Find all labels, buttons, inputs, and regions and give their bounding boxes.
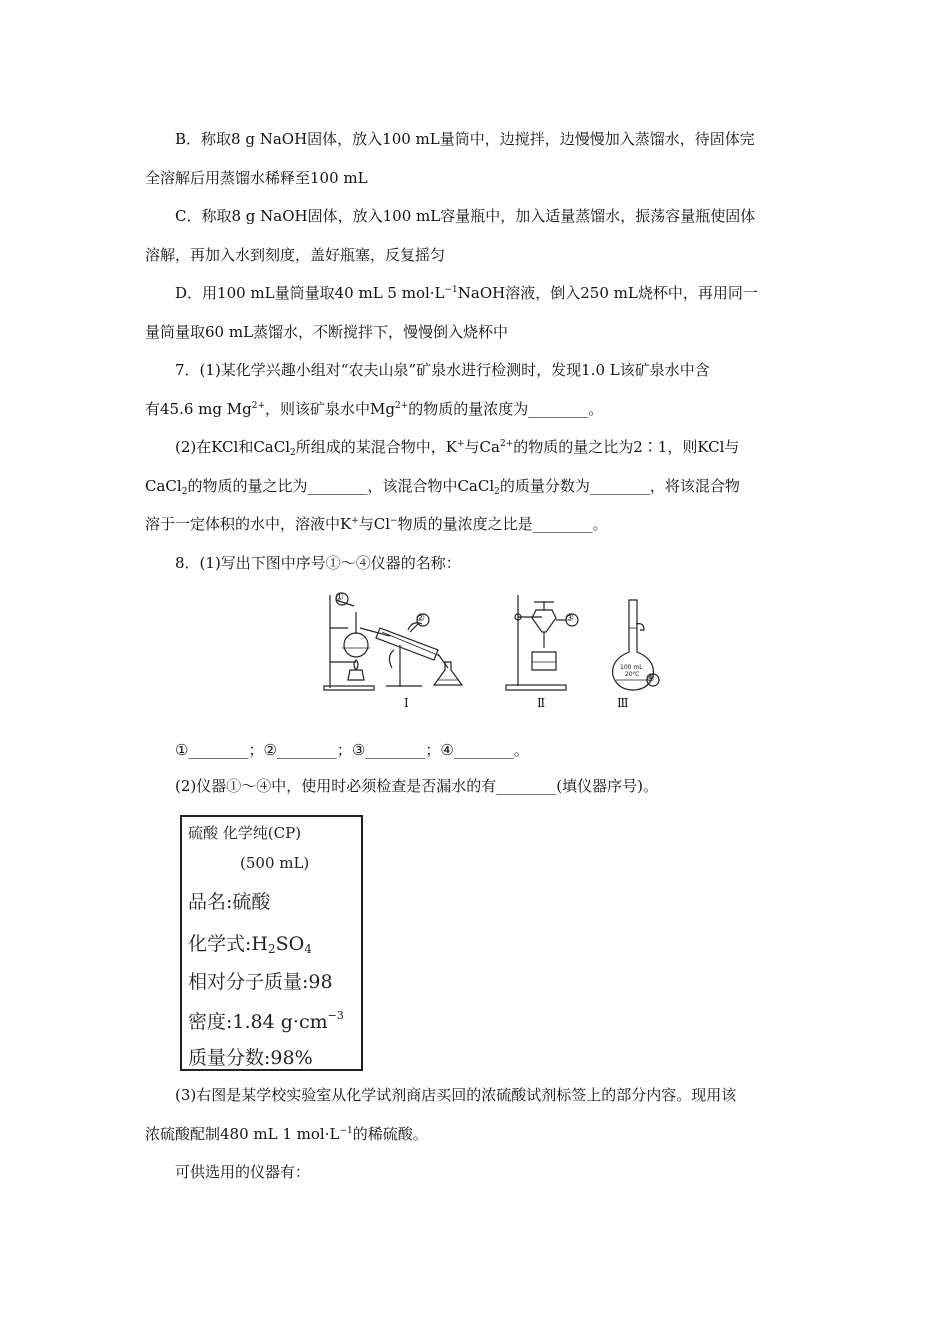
mark-4: ④ bbox=[646, 673, 655, 684]
reagent-label-header: 硫酸 化学纯(CP) bbox=[188, 824, 302, 842]
q8-instruments-heading: 可供选用的仪器有： bbox=[175, 1163, 311, 1181]
q8-part-3-line-2: 浓硫酸配制480 mL 1 $mol\cdot L^{-1}$的稀硫酸。 bbox=[145, 1125, 428, 1143]
reagent-label-name: 品名:硫酸 bbox=[188, 891, 271, 913]
caption-setup-1: Ⅰ bbox=[404, 696, 409, 710]
q7-line-5: 溶于一定体积的水中，溶液中K+与Cl−物质的量浓度之比是________。 bbox=[145, 515, 608, 533]
mark-3: ③ bbox=[565, 613, 574, 624]
flask-temperature-text: 20℃ bbox=[625, 671, 640, 678]
option-b-line-2: 全溶解后用蒸馏水稀释至100 mL bbox=[145, 169, 368, 187]
caption-setup-3: Ⅲ bbox=[617, 696, 629, 710]
reagent-label-volume: (500 mL) bbox=[240, 854, 310, 872]
apparatus-drawing bbox=[320, 590, 665, 715]
q8-part-2: (2)仪器①～④中，使用时必须检查是否漏水的有________(填仪器序号)。 bbox=[175, 777, 658, 795]
reagent-label-formula: 化学式$:H_2SO_4$ bbox=[188, 933, 312, 956]
caption-setup-2: Ⅱ bbox=[537, 696, 546, 710]
apparatus-figure bbox=[320, 590, 665, 715]
q7-line-2: 有45.6 mg $Mg^{2+}$，则该矿泉水中$Mg^{2+}$的物质的量浓度为________。 bbox=[145, 400, 604, 418]
option-c-line-2: 溶解，再加入水到刻度，盖好瓶塞，反复摇匀 bbox=[145, 246, 446, 264]
q7-line-1: 7．(1)某化学兴趣小组对“农夫山泉”矿泉水进行检测时，发现1.0 L该矿泉水中含 bbox=[175, 361, 710, 379]
mark-2: ② bbox=[416, 613, 425, 624]
q7-line-3: (2)在KCl和CaCl$_2$所组成的某混合物中，K+与$Ca^{2+}$的物质的量之比为2∶1，则KCl与 bbox=[175, 438, 740, 458]
reagent-label-molar-mass: 相对分子质量:98 bbox=[188, 971, 333, 993]
option-b-line-1: B．称取8 g NaOH固体，放入100 mL量筒中，边搅拌，边慢慢加入蒸馏水，待固体完 bbox=[175, 130, 755, 148]
option-d-line-1: D．用100 mL量筒量取40 mL 5 $mol\cdot L^{-1}NaOH$溶液，倒入250 mL烧杯中，再用同一 bbox=[175, 284, 758, 302]
reagent-label-mass-fraction: 质量分数:98% bbox=[188, 1047, 313, 1069]
q8-part-3-line-1: (3)右图是某学校实验室从化学试剂商店买回的浓硫酸试剂标签上的部分内容。现用该 bbox=[175, 1086, 737, 1104]
option-d-line-2: 量筒量取60 mL蒸馏水，不断搅拌下，慢慢倒入烧杯中 bbox=[145, 323, 509, 341]
mark-1: ① bbox=[335, 592, 344, 603]
option-c-line-1: C．称取8 g NaOH固体，放入100 mL容量瓶中，加入适量蒸馏水，振荡容量瓶使固体 bbox=[175, 207, 756, 225]
flask-volume-text: 100 mL bbox=[620, 664, 643, 671]
reagent-label-density: 密度:1.84 $g\cdot cm^{-3}$ bbox=[188, 1009, 344, 1033]
q8-line-1: 8．(1)写出下图中序号①～④仪器的名称： bbox=[175, 554, 461, 572]
q7-line-4: CaCl$_2$的物质的量之比为________，该混合物中CaCl$_2$的质量分数为________，将该混合物 bbox=[145, 477, 740, 497]
q8-answer-blanks: ①________；②________；③________；④________。 bbox=[175, 741, 529, 759]
reagent-label bbox=[180, 815, 363, 1071]
